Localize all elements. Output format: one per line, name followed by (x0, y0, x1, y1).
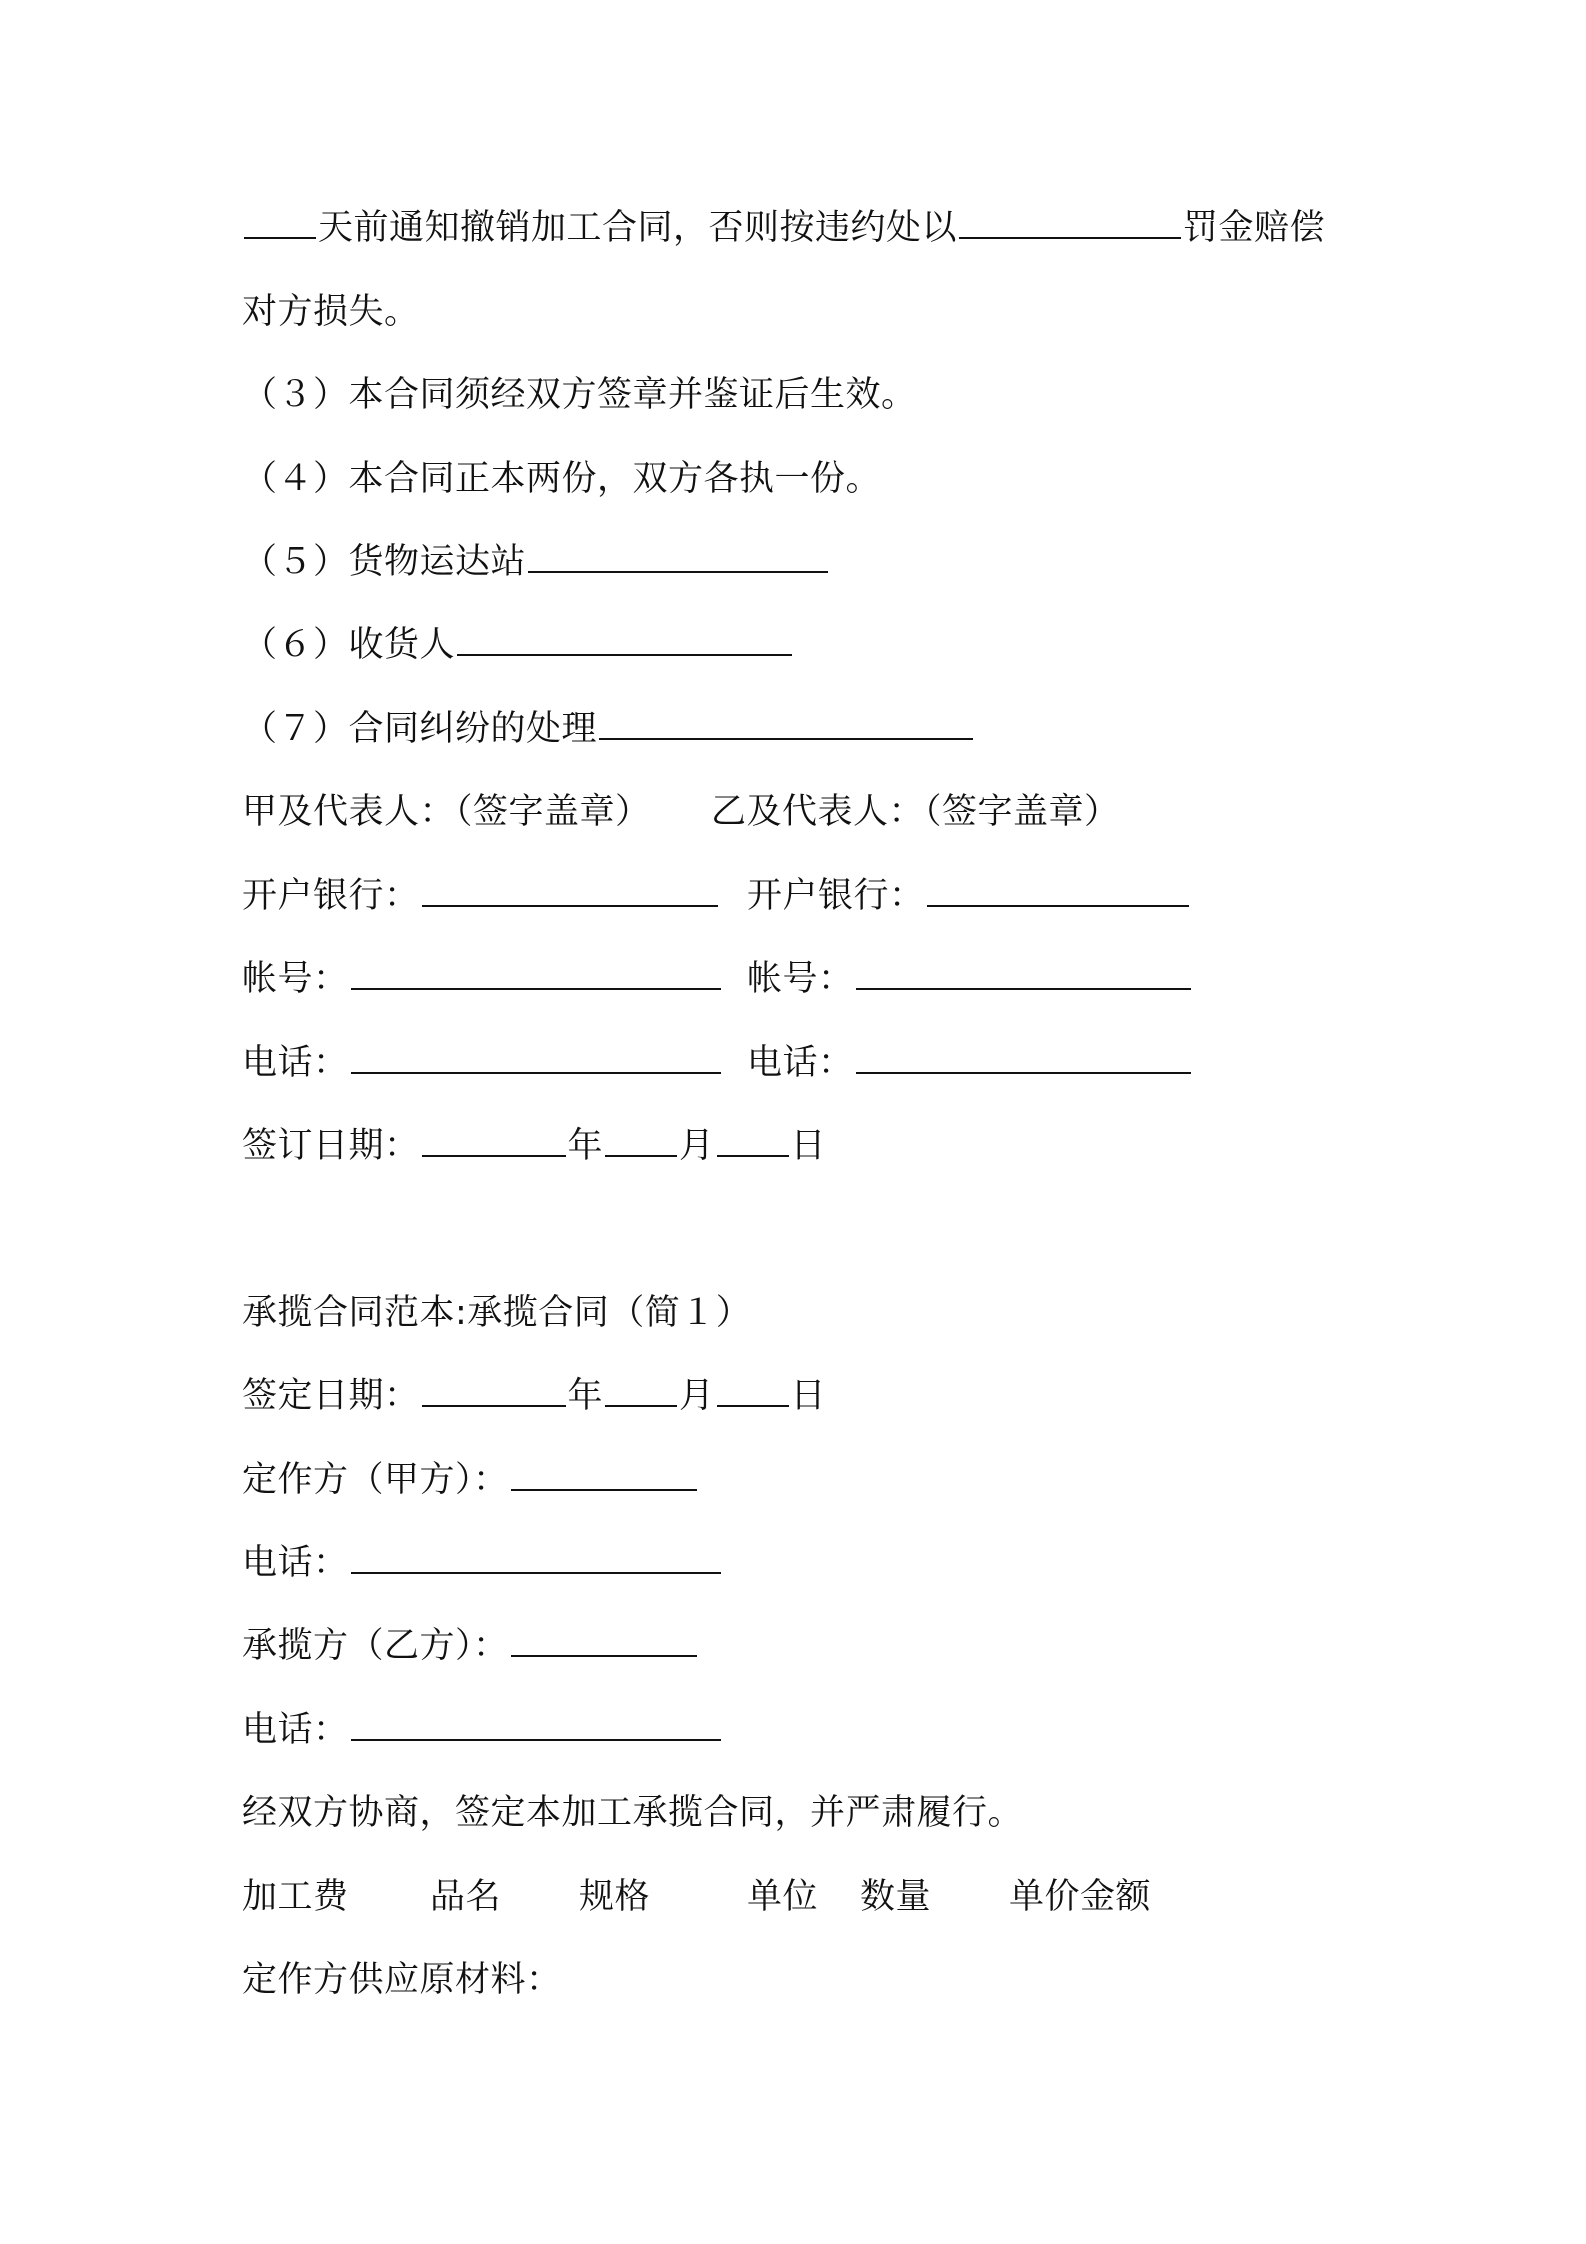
contractor-blank (511, 1621, 697, 1657)
party-b-phone-blank (856, 1038, 1191, 1074)
consignee-blank (457, 620, 792, 656)
contractor-phone-blank (351, 1705, 721, 1741)
contract-title: 承揽合同范本:承揽合同（简１） (242, 1293, 752, 1333)
contractor-phone-line (242, 1700, 723, 1760)
party-a-phone-label: 电话： (242, 1043, 349, 1083)
notice-days-blank (244, 203, 316, 239)
contract-year-blank (422, 1371, 566, 1407)
item-5-line (242, 532, 830, 592)
sign-year-blank (422, 1121, 566, 1157)
party-b-phone-label: 电话： (747, 1043, 854, 1083)
materials-label: 定作方供应原材料： (242, 1960, 562, 2000)
bank-line (242, 866, 1342, 926)
penalty-clause-text: 天前通知撤销加工合同，否则按违约处以 (318, 208, 958, 248)
party-b-account (747, 949, 1193, 1009)
orderer-blank (511, 1455, 697, 1491)
party-a-bank-label: 开户银行： (242, 876, 420, 916)
dispute-resolution-blank (599, 704, 973, 740)
sign-day-blank (717, 1121, 789, 1157)
party-a-account-label: 帐号： (242, 959, 349, 999)
orderer-phone-line (242, 1533, 723, 1593)
header-product-name: 品名 (430, 1877, 502, 1917)
header-unit: 单位 (747, 1877, 819, 1917)
contract-day-label: 日 (790, 1376, 827, 1416)
phone-line (242, 1033, 1342, 1093)
party-a-account-blank (351, 954, 721, 990)
orderer-line (242, 1450, 699, 1510)
month-label: 月 (679, 1126, 715, 1166)
contract-date-label: 签定日期： (242, 1376, 420, 1416)
sign-month-blank (605, 1121, 677, 1157)
party-a-signature-label: 甲及代表人：（签字盖章） (242, 792, 651, 832)
party-b-bank-label: 开户银行： (747, 876, 925, 916)
item-5-label: （５）货物运达站 (242, 542, 527, 582)
contract-date-line (242, 1366, 826, 1426)
penalty-clause-suffix: 罚金赔偿 (1183, 208, 1326, 248)
contractor-label: 承揽方（乙方）： (242, 1626, 509, 1666)
account-line (242, 949, 1342, 1009)
item-7-line (242, 699, 975, 759)
party-b-account-blank (856, 954, 1191, 990)
penalty-clause-line (242, 198, 1325, 258)
item-4: （４）本合同正本两份，双方各执一份。 (242, 459, 882, 499)
header-quantity: 数量 (860, 1877, 932, 1917)
orderer-phone-label: 电话： (242, 1543, 349, 1583)
day-label: 日 (790, 1126, 827, 1166)
sign-date-line (242, 1116, 826, 1176)
contractor-phone-label: 电话： (242, 1710, 349, 1750)
table-header-row (242, 1867, 1242, 1927)
penalty-amount-blank (959, 203, 1181, 239)
item-6-label: （６）收货人 (242, 625, 456, 665)
party-b-bank (747, 866, 1191, 926)
contract-year-label: 年 (567, 1376, 604, 1416)
signature-parties-line (242, 782, 1342, 842)
header-specification: 规格 (579, 1877, 651, 1917)
orderer-phone-blank (351, 1538, 721, 1574)
year-label: 年 (567, 1126, 604, 1166)
party-b-bank-blank (927, 871, 1189, 907)
agreement-statement: 经双方协商，签定本加工承揽合同，并严肃履行。 (242, 1793, 1024, 1833)
item-6-line (242, 615, 794, 675)
item-3: （３）本合同须经双方签章并鉴证后生效。 (242, 375, 917, 415)
party-b-account-label: 帐号： (747, 959, 854, 999)
header-processing-fee: 加工费 (242, 1877, 349, 1917)
sign-date-label: 签订日期： (242, 1126, 420, 1166)
item-7-label: （７）合同纠纷的处理 (242, 709, 598, 749)
contract-day-blank (717, 1371, 789, 1407)
penalty-clause-end: 对方损失。 (242, 292, 420, 332)
header-unit-price-amount: 单价金额 (1009, 1877, 1152, 1917)
contract-month-label: 月 (679, 1376, 715, 1416)
party-b-phone (747, 1033, 1193, 1093)
destination-station-blank (528, 537, 828, 573)
contract-month-blank (605, 1371, 677, 1407)
orderer-label: 定作方（甲方）： (242, 1460, 509, 1500)
party-b-signature-label: 乙及代表人：（签字盖章） (711, 792, 1120, 832)
party-a-phone-blank (351, 1038, 721, 1074)
contractor-line (242, 1616, 699, 1676)
party-a-bank-blank (422, 871, 718, 907)
